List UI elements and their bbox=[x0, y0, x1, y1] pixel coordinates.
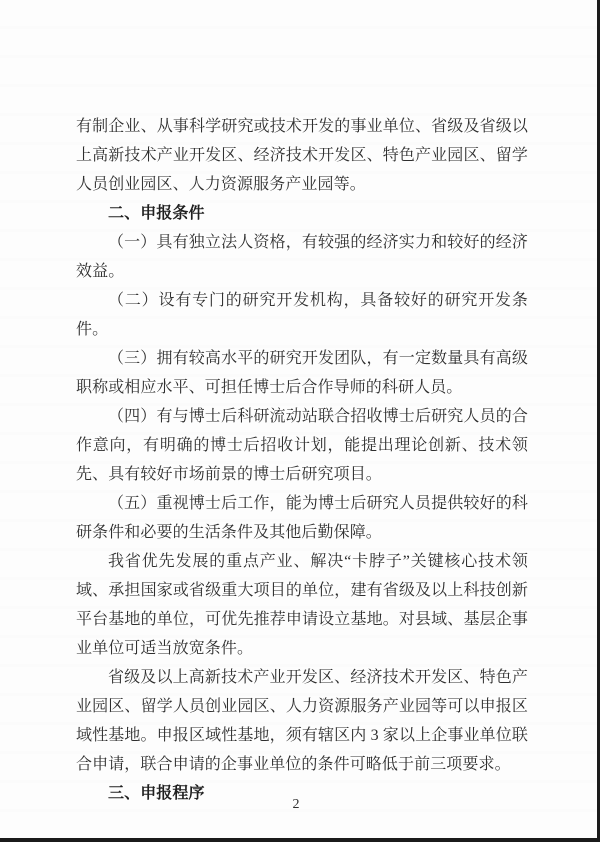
paragraph-condition-4: （四）有与博士后科研流动站联合招收博士后研究人员的合作意向，有明确的博士后招收计划，能提出理论创新、技术领先、具有较好市场前景的博士后研究项目。 bbox=[76, 408, 528, 483]
paragraph-continuation: 有制企业、从事科学研究或技术开发的事业单位、省级及省级以上高新技术产业开发区、经济技术开发区、特色产业园区、留学人员创业园区、人力资源服务产业园等。 bbox=[76, 118, 528, 193]
page-number: 2 bbox=[292, 797, 300, 812]
scanner-edge-bottom bbox=[0, 838, 600, 842]
paragraph-condition-5: （五）重视博士后工作，能为博士后研究人员提供较好的科研条件和必要的生活条件及其他后勤保障。 bbox=[76, 495, 528, 541]
section-heading-application-conditions: 二、申报条件 bbox=[108, 205, 205, 222]
section-heading-application-procedure: 三、申报程序 bbox=[108, 785, 205, 802]
paragraph-condition-2: （二）设有专门的研究开发机构，具备较好的研究开发条件。 bbox=[76, 292, 528, 338]
paragraph-condition-3: （三）拥有较高水平的研究开发团队，有一定数量具有高级职称或相应水平、可担任博士后合作导师的科研人员。 bbox=[76, 350, 528, 396]
paragraph-regional-base: 省级及以上高新技术产业开发区、经济技术开发区、特色产业园区、留学人员创业园区、人力资源服务产业园等可以申报区域性基地。申报区域性基地，须有辖区内 3 家以上企事业单位联合申请，联合申请的企事业单位的条件可略低于前三项要求。 bbox=[76, 669, 528, 773]
paragraph-priority-industries: 我省优先发展的重点产业、解决“卡脖子”关键核心技术领域、承担国家或省级重大项目的单位，建有省级及以上科技创新平台基地的单位，可优先推荐申请设立基地。对县域、基层企事业单位可适当放宽条件。 bbox=[76, 553, 528, 657]
document-body bbox=[76, 112, 528, 808]
paragraph-condition-1: （一）具有独立法人资格，有较强的经济实力和较好的经济效益。 bbox=[76, 234, 528, 280]
